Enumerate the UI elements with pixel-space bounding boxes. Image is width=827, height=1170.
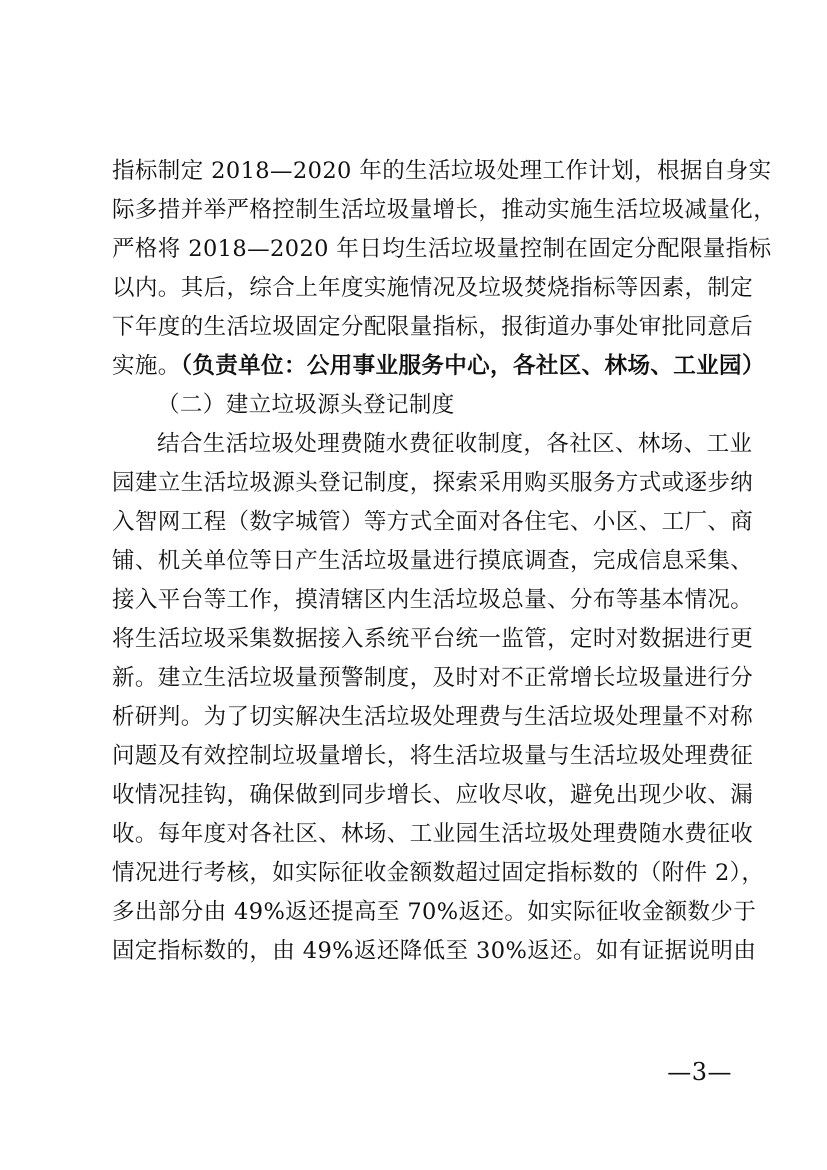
paragraph-2-line-6: 将生活垃圾采集数据接入系统平台统一监管，定时对数据进行更: [112, 626, 754, 652]
paragraph-2-line-2: 园建立生活垃圾源头登记制度，探索采用购买服务方式或逐步纳: [112, 470, 754, 496]
paragraph-1-line-1: 指标制定 2018—2020 年的生活垃圾处理工作计划，根据自身实: [112, 158, 772, 184]
paragraph-1-line-2: 际多措并举严格控制生活垃圾量增长，推动实施生活垃圾减量化，: [112, 197, 777, 223]
page-number: —3—: [667, 1058, 732, 1086]
paragraph-2-line-3: 入智网工程（数字城管）等方式全面对各住宅、小区、工厂、商: [112, 509, 754, 535]
responsible-units-note: （负责单位：公用事业服务中心，各社区、林场、工业园）: [180, 353, 765, 379]
paragraph-1-line-6-prefix: 实施。: [112, 353, 181, 379]
paragraph-2-line-1: 结合生活垃圾处理费随水费征收制度，各社区、林场、工业: [157, 431, 753, 457]
paragraph-2-line-10: 收情况挂钩，确保做到同步增长、应收尽收，避免出现少收、漏: [112, 782, 754, 808]
paragraph-1-line-4: 以内。其后，综合上年度实施情况及垃圾焚烧指标等因素，制定: [112, 275, 754, 301]
paragraph-2-line-7: 新。建立生活垃圾量预警制度，及时对不正常增长垃圾量进行分: [112, 665, 754, 691]
paragraph-2-line-14: 固定指标数的，由 49%返还降低至 30%返还。如有证据说明由: [112, 938, 757, 964]
paragraph-2-line-9: 问题及有效控制垃圾量增长，将生活垃圾量与生活垃圾处理费征: [112, 743, 754, 769]
section-heading: （二）建立垃圾源头登记制度: [157, 392, 455, 418]
paragraph-2-line-4: 铺、机关单位等日产生活垃圾量进行摸底调查，完成信息采集、: [112, 548, 754, 574]
paragraph-1-line-6: [112, 347, 765, 385]
paragraph-2-line-12: 情况进行考核，如实际征收金额数超过固定指标数的（附件 2），: [112, 860, 765, 886]
paragraph-2-line-13: 多出部分由 49%返还提高至 70%返还。如实际征收金额数少于: [112, 899, 757, 925]
paragraph-2-line-11: 收。每年度对各社区、林场、工业园生活垃圾处理费随水费征收: [112, 821, 754, 847]
paragraph-1-line-3: 严格将 2018—2020 年日均生活垃圾量控制在固定分配限量指标: [112, 236, 772, 262]
paragraph-1-line-5: 下年度的生活垃圾固定分配限量指标，报街道办事处审批同意后: [112, 314, 754, 340]
paragraph-2-line-8: 析研判。为了切实解决生活垃圾处理费与生活垃圾处理量不对称: [112, 704, 754, 730]
paragraph-2-line-5: 接入平台等工作，摸清辖区内生活垃圾总量、分布等基本情况。: [112, 587, 754, 613]
